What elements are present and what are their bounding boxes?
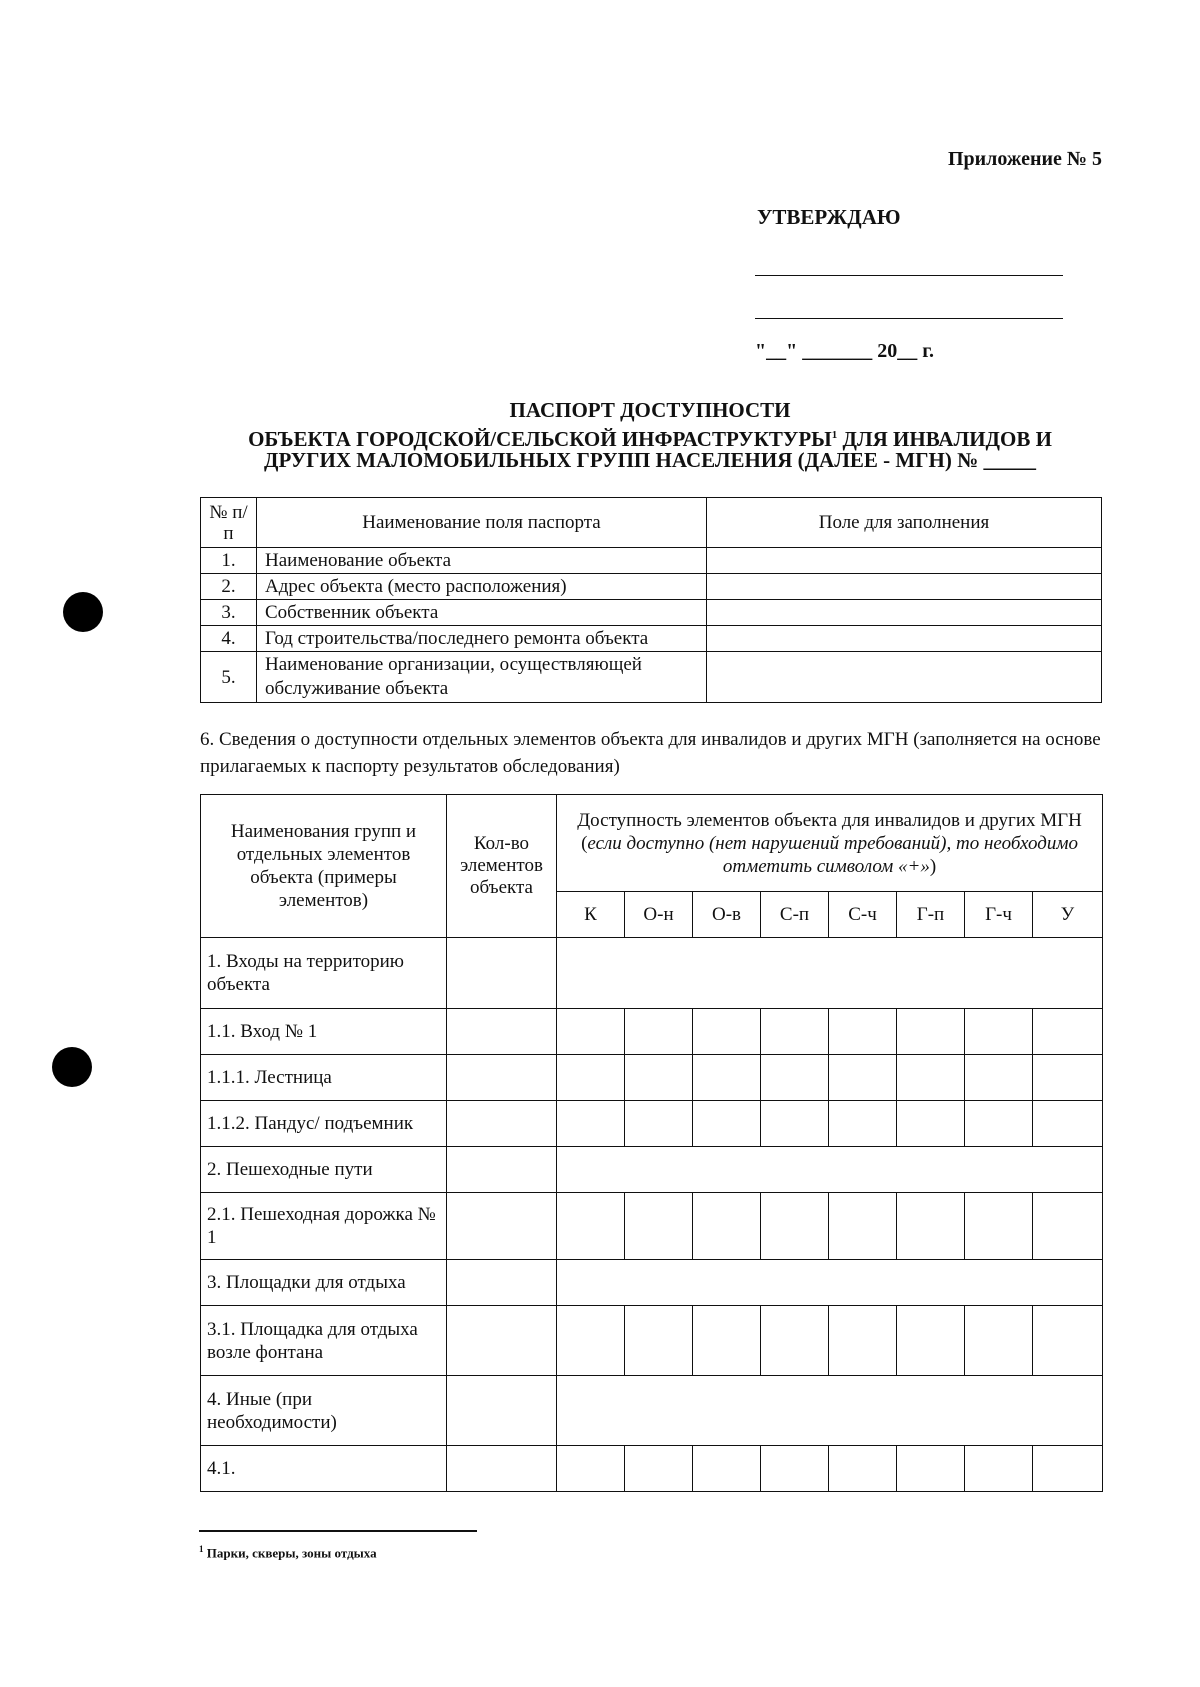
col-header-category: К xyxy=(557,892,625,938)
row-field-name: Год строительства/последнего ремонта объекта xyxy=(257,626,707,652)
table-row xyxy=(201,626,1102,652)
row-accessibility-cell[interactable] xyxy=(557,1009,625,1055)
row-field-name: Наименование организации, осуществляющей обслуживание объекта xyxy=(257,652,707,703)
row-element-count-cell[interactable] xyxy=(447,1446,557,1492)
row-element-label: 1.1. Вход № 1 xyxy=(201,1009,447,1055)
row-accessibility-cell[interactable] xyxy=(761,1446,829,1492)
col-header-element-groups: Наименования групп и отдельных элементов объекта (примеры элементов) xyxy=(201,795,447,938)
row-field-value[interactable] xyxy=(707,574,1102,600)
table-row xyxy=(201,1147,1103,1193)
row-accessibility-cell[interactable] xyxy=(1033,1306,1103,1376)
col-header-category: С-п xyxy=(761,892,829,938)
row-element-count-cell[interactable] xyxy=(447,1101,557,1147)
passport-fields-table xyxy=(200,497,1102,703)
footnote-ref: 1 xyxy=(831,429,838,441)
row-accessibility-cell[interactable] xyxy=(897,1446,965,1492)
col-header-element-count: Кол-во элементов объекта xyxy=(447,795,557,938)
document-title-line-3: ДРУГИХ МАЛОМОБИЛЬНЫХ ГРУПП НАСЕЛЕНИЯ (ДАЛЕЕ - МГН) № _____ xyxy=(264,448,1036,472)
row-accessibility-cell[interactable] xyxy=(829,1101,897,1147)
row-accessibility-cell[interactable] xyxy=(625,1055,693,1101)
row-accessibility-cell[interactable] xyxy=(693,1009,761,1055)
row-number: 2. xyxy=(201,574,257,600)
row-element-label: 1.1.2. Пандус/ подъемник xyxy=(201,1101,447,1147)
row-element-label: 1.1.1. Лестница xyxy=(201,1055,447,1101)
table-row xyxy=(201,1306,1103,1376)
row-accessibility-cell[interactable] xyxy=(693,1101,761,1147)
row-element-count-cell[interactable] xyxy=(447,1147,557,1193)
row-accessibility-cell[interactable] xyxy=(625,1101,693,1147)
col-header-field-name: Наименование поля паспорта xyxy=(257,498,707,548)
table-row xyxy=(201,1446,1103,1492)
row-accessibility-cell[interactable] xyxy=(829,1055,897,1101)
table-header-row xyxy=(201,498,1102,548)
row-accessibility-cell[interactable] xyxy=(965,1446,1033,1492)
row-accessibility-cell[interactable] xyxy=(965,1009,1033,1055)
row-element-count-cell[interactable] xyxy=(447,1260,557,1306)
row-accessibility-cell[interactable] xyxy=(1033,1446,1103,1492)
row-accessibility-cell[interactable] xyxy=(897,1101,965,1147)
table-row xyxy=(201,1376,1103,1446)
row-accessibility-cell[interactable] xyxy=(965,1055,1033,1101)
row-accessibility-cell[interactable] xyxy=(557,1055,625,1101)
accessibility-header-close: ) xyxy=(929,855,937,877)
title-line-2-end: ДЛЯ ИНВАЛИДОВ И xyxy=(837,427,1052,451)
table-row xyxy=(201,652,1102,703)
row-group-merged-cell xyxy=(557,1260,1103,1306)
row-number: 1. xyxy=(201,548,257,574)
row-accessibility-cell[interactable] xyxy=(761,1306,829,1376)
footnote-mark: 1 xyxy=(199,1544,204,1554)
row-accessibility-cell[interactable] xyxy=(625,1193,693,1260)
col-header-number: № п/п xyxy=(201,498,257,548)
row-accessibility-cell[interactable] xyxy=(693,1193,761,1260)
signature-line xyxy=(755,275,1063,276)
row-number: 4. xyxy=(201,626,257,652)
row-accessibility-cell[interactable] xyxy=(693,1055,761,1101)
row-element-label: 2.1. Пешеходная дорожка № 1 xyxy=(201,1193,447,1260)
row-number: 3. xyxy=(201,600,257,626)
col-header-category: О-н xyxy=(625,892,693,938)
row-accessibility-cell[interactable] xyxy=(1033,1009,1103,1055)
row-accessibility-cell[interactable] xyxy=(897,1009,965,1055)
section-6-caption: 6. Сведения о доступности отдельных элементов объекта для инвалидов и других МГН (заполняется на основе прилагаемых к паспорту результатов обследования) xyxy=(200,729,1101,777)
row-field-value[interactable] xyxy=(707,600,1102,626)
row-element-count-cell[interactable] xyxy=(447,1376,557,1446)
row-field-name: Собственник объекта xyxy=(257,600,707,626)
appendix-label: Приложение № 5 xyxy=(947,148,1102,170)
row-number: 5. xyxy=(201,652,257,703)
footnote xyxy=(199,1544,377,1561)
row-accessibility-cell[interactable] xyxy=(761,1009,829,1055)
row-element-label: 4. Иные (при необходимости) xyxy=(201,1376,447,1446)
col-header-accessibility xyxy=(557,795,1103,892)
row-element-count-cell[interactable] xyxy=(447,1055,557,1101)
row-accessibility-cell[interactable] xyxy=(965,1101,1033,1147)
row-element-count-cell[interactable] xyxy=(447,1306,557,1376)
row-accessibility-cell[interactable] xyxy=(829,1446,897,1492)
punch-hole xyxy=(63,592,103,632)
table-row xyxy=(201,1260,1103,1306)
row-element-label: 3. Площадки для отдыха xyxy=(201,1260,447,1306)
table-row xyxy=(201,938,1103,1009)
accessibility-elements-table xyxy=(200,794,1103,1492)
row-accessibility-cell[interactable] xyxy=(557,1306,625,1376)
accessibility-header-note: если доступно (нет нарушений требований), то необходимо отметить символом «+» xyxy=(587,832,1078,877)
row-accessibility-cell[interactable] xyxy=(625,1009,693,1055)
row-accessibility-cell[interactable] xyxy=(625,1306,693,1376)
row-accessibility-cell[interactable] xyxy=(897,1306,965,1376)
row-accessibility-cell[interactable] xyxy=(1033,1055,1103,1101)
table-row xyxy=(201,574,1102,600)
row-accessibility-cell[interactable] xyxy=(761,1101,829,1147)
row-field-value[interactable] xyxy=(707,652,1102,703)
col-header-category: С-ч xyxy=(829,892,897,938)
col-header-category: У xyxy=(1033,892,1103,938)
approval-label: УТВЕРЖДАЮ xyxy=(757,205,901,229)
row-accessibility-cell[interactable] xyxy=(1033,1193,1103,1260)
row-accessibility-cell[interactable] xyxy=(761,1055,829,1101)
row-element-label: 4.1. xyxy=(201,1446,447,1492)
col-header-category: Г-ч xyxy=(965,892,1033,938)
table-row xyxy=(201,1193,1103,1260)
row-element-count-cell[interactable] xyxy=(447,1009,557,1055)
row-field-value[interactable] xyxy=(707,548,1102,574)
footnote-text: Парки, скверы, зоны отдыха xyxy=(203,1545,377,1561)
row-accessibility-cell[interactable] xyxy=(897,1055,965,1101)
row-group-merged-cell xyxy=(557,1147,1103,1193)
row-accessibility-cell[interactable] xyxy=(693,1446,761,1492)
row-accessibility-cell[interactable] xyxy=(1033,1101,1103,1147)
row-field-value[interactable] xyxy=(707,626,1102,652)
row-accessibility-cell[interactable] xyxy=(829,1306,897,1376)
approval-date-line: "__" _______ 20__ г. xyxy=(755,340,935,362)
document-title-line-1: ПАСПОРТ ДОСТУПНОСТИ xyxy=(509,398,791,422)
accessibility-header-text: Доступность элементов объекта для инвалидов и других МГН ( xyxy=(577,809,1082,854)
row-accessibility-cell[interactable] xyxy=(829,1009,897,1055)
row-group-merged-cell xyxy=(557,938,1103,1009)
title-line-2-text: ОБЪЕКТА ГОРОДСКОЙ/СЕЛЬСКОЙ ИНФРАСТРУКТУРЫ xyxy=(248,427,832,451)
row-element-label: 2. Пешеходные пути xyxy=(201,1147,447,1193)
row-accessibility-cell[interactable] xyxy=(557,1193,625,1260)
row-element-label: 3.1. Площадка для отдыха возле фонтана xyxy=(201,1306,447,1376)
row-accessibility-cell[interactable] xyxy=(693,1306,761,1376)
row-accessibility-cell[interactable] xyxy=(761,1193,829,1260)
punch-hole xyxy=(52,1047,92,1087)
document-title-line-2 xyxy=(200,423,1100,451)
row-accessibility-cell[interactable] xyxy=(965,1193,1033,1260)
row-group-merged-cell xyxy=(557,1376,1103,1446)
table-row xyxy=(201,1009,1103,1055)
table-row xyxy=(201,1101,1103,1147)
row-accessibility-cell[interactable] xyxy=(897,1193,965,1260)
footnote-separator xyxy=(199,1530,477,1532)
col-header-category: О-в xyxy=(693,892,761,938)
table-row xyxy=(201,548,1102,574)
signature-line xyxy=(755,318,1063,319)
table-row xyxy=(201,600,1102,626)
table-header-row xyxy=(201,795,1103,892)
row-element-label: 1. Входы на территорию объекта xyxy=(201,938,447,1009)
row-accessibility-cell[interactable] xyxy=(829,1193,897,1260)
col-header-field-value: Поле для заполнения xyxy=(707,498,1102,548)
row-field-name: Наименование объекта xyxy=(257,548,707,574)
row-accessibility-cell[interactable] xyxy=(557,1101,625,1147)
col-header-category: Г-п xyxy=(897,892,965,938)
row-accessibility-cell[interactable] xyxy=(557,1446,625,1492)
table-row xyxy=(201,1055,1103,1101)
row-field-name: Адрес объекта (место расположения) xyxy=(257,574,707,600)
row-accessibility-cell[interactable] xyxy=(965,1306,1033,1376)
row-accessibility-cell[interactable] xyxy=(625,1446,693,1492)
row-element-count-cell[interactable] xyxy=(447,938,557,1009)
row-element-count-cell[interactable] xyxy=(447,1193,557,1260)
